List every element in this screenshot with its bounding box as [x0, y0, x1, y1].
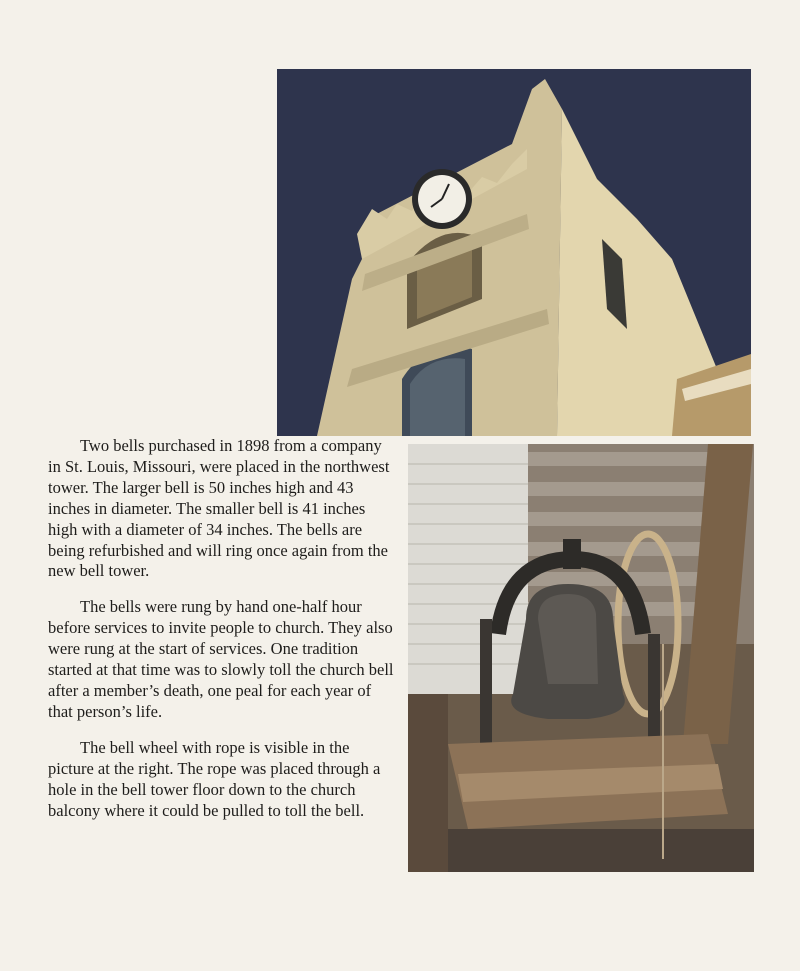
paragraph-bells-purchase: Two bells purchased in 1898 from a company in St. Louis, Missouri, were placed in the northwest tower. The larger bell is 50 inches high and 43 inches in diameter. The smaller bell is 41 inches high with a diameter of 34 inches. The bells are being refurbished and will ring once again from the new bell tower. [48, 436, 390, 581]
paragraph-bell-wheel: The bell wheel with rope is visible in the picture at the right. The rope was placed through a hole in the bell tower floor down to the church balcony where it could be pulled to toll the bell. [48, 737, 381, 820]
church-tower-photo [277, 69, 751, 436]
body-text [48, 436, 398, 836]
paragraph-bells-tradition: The bells were rung by hand one-half hour before services to invite people to church. They also were rung at the start of services. One tradition started at that time was to slowly toll the church bell after a member’s death, one peal for each year of that person’s life. [48, 597, 394, 721]
church-bell-photo [408, 444, 754, 872]
